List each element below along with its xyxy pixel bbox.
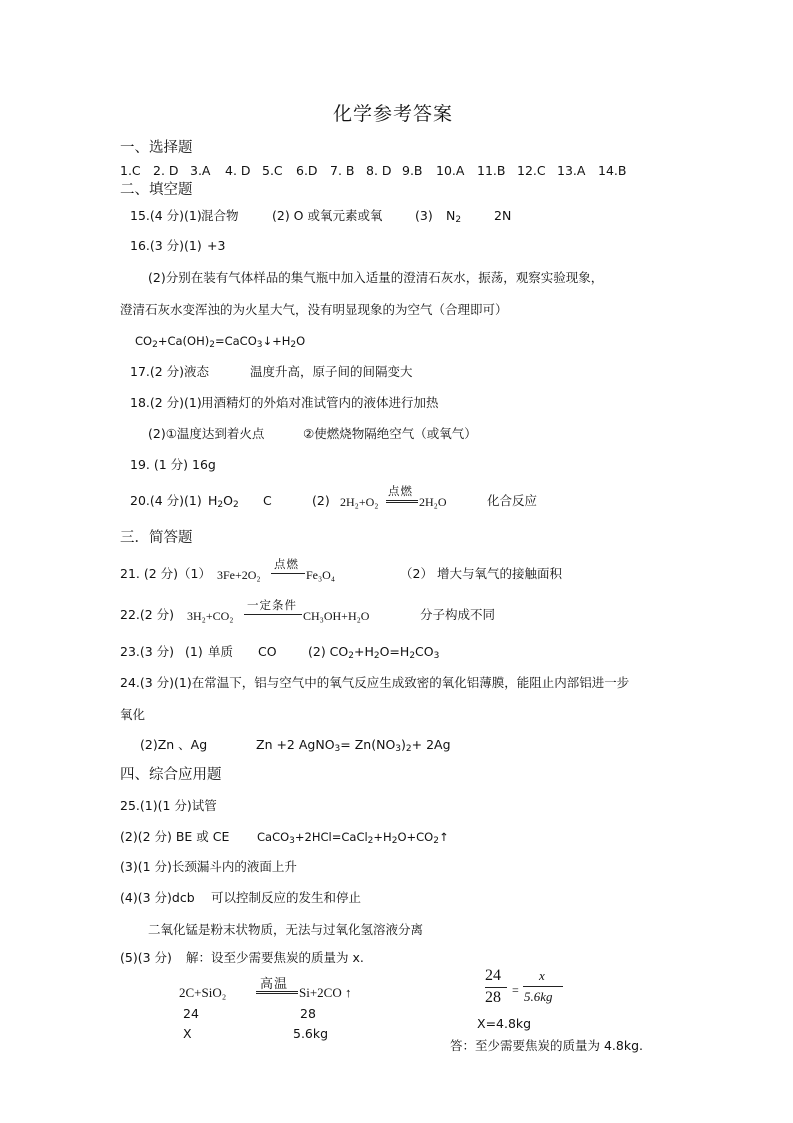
q23-number: 23.(3 分): [120, 644, 175, 659]
q23-part-1: (1): [185, 644, 203, 659]
q25-5-equation-condition: 高温: [260, 977, 289, 992]
q25-5-fraction-left-bar: [485, 987, 507, 988]
q15-answer-1: 混合物: [201, 208, 239, 223]
q18-answer-3: ②使燃烧物隔绝空气（或氧气）: [303, 426, 477, 441]
choice-answer: 8. D: [366, 163, 392, 178]
q24-answer-2: (2)Zn 、Ag: [140, 737, 208, 752]
choice-answer: 10.A: [436, 163, 465, 178]
q18-answer-2: (2)①温度达到着火点: [148, 426, 265, 441]
q25-5-fraction-left: [485, 967, 507, 1011]
q25-5-equation-arrow: [256, 991, 298, 994]
q22-equation-left: 3H₂+CO₂: [187, 609, 234, 623]
q24-equation: Zn +2 AgNO$_3$= $Zn(NO_3)_2+ 2Ag$: [256, 737, 451, 754]
choice-answer: 5.C: [262, 163, 283, 178]
q15-part-3: (3): [415, 208, 433, 223]
q25-5-fraction-right-numerator: x: [539, 968, 545, 983]
q25-5-given: 5.6kg: [293, 1026, 329, 1041]
choice-answer: 4. D: [225, 163, 251, 178]
q20-reaction-type: 化合反应: [487, 493, 538, 508]
choice-answer: 12.C: [517, 163, 546, 178]
q25-5-number: (5)(3 分): [120, 950, 172, 965]
q16-equation: $CO_2+Ca(OH)_2=CaCO_3↓+H_2O$: [135, 334, 306, 350]
q25-5-result: X=4.8kg: [477, 1016, 532, 1031]
q22-equation-condition: 一定条件: [247, 598, 297, 612]
q25-5-mass-c: 24: [183, 1006, 199, 1021]
q21-number: 21. (2 分)（1）: [120, 566, 211, 581]
q20-equation-condition: 点燃: [388, 484, 413, 498]
choice-answer: 11.B: [477, 163, 506, 178]
q18-answer-1: 用酒精灯的外焰对准试管内的液体进行加热: [201, 395, 439, 410]
q25-5-unknown: X: [183, 1026, 192, 1041]
q15-answer-3b: 2N: [494, 208, 512, 223]
q24-line-1: 24.(3 分)(1)在常温下，铝与空气中的氧气反应生成致密的氧化铝薄膜，能阻止内部铝进一步: [120, 675, 630, 690]
choice-answer: 1.C: [120, 163, 141, 178]
q22-number: 22.(2 分): [120, 607, 175, 622]
q25-2-equation: $CaCO_3+2HCl=CaCl_2+H_2O+CO_2↑$: [257, 830, 449, 846]
q15-number: 15.(4 分)(1): [130, 208, 202, 223]
q25-4-note: 二氧化锰是粉末状物质，无法与过氧化氢溶液分离: [148, 922, 424, 937]
q18-number: 18.(2 分)(1): [130, 395, 202, 410]
q20-equation-arrow: [386, 500, 418, 503]
q21-equation-left: 3Fe+2O₂: [217, 568, 261, 582]
q16-answer-1: +3: [207, 238, 226, 253]
choice-answer: 2. D: [153, 163, 179, 178]
q21-equation-condition: 点燃: [274, 557, 299, 571]
section-heading-choice: 一、选择题: [120, 140, 193, 156]
q25-4-number: (4)(3 分)dcb: [120, 890, 195, 905]
q25-5-setup: 解：设至少需要焦炭的质量为 x.: [186, 950, 364, 965]
q21-answer-2: 增大与氧气的接触面积: [437, 566, 563, 581]
q25-5-fraction-right-bar: [523, 986, 563, 987]
q25-3: (3)(1 分)长颈漏斗内的液面上升: [120, 859, 297, 874]
q25-5-fraction-right-denominator: 5.6kg: [524, 989, 553, 1004]
page-title: 化学参考答案: [333, 103, 454, 125]
q21-equation-right: Fe₃O₄: [306, 568, 336, 582]
q19-answer: 19. (1 分) 16g: [130, 457, 216, 472]
section-heading-comprehensive: 四、综合应用题: [120, 767, 222, 783]
q20-equation-right: 2H₂O: [419, 495, 447, 509]
q25-5-fraction-left-numerator: 24: [485, 967, 501, 984]
q20-number: 20.(4 分)(1): [130, 493, 202, 508]
q20-part-2: (2): [312, 493, 330, 508]
q21-part-2: （2）: [400, 566, 433, 581]
choice-answer: 14.B: [598, 163, 627, 178]
choice-answer: 6.D: [296, 163, 318, 178]
q23-answer-1: 单质: [208, 644, 234, 659]
q22-answer: 分子构成不同: [420, 607, 496, 622]
q25-5-equation-left: 2C+SiO₂: [179, 985, 227, 1000]
choice-answer: 13.A: [557, 163, 586, 178]
q16-number: 16.(3 分)(1): [130, 238, 202, 253]
q25-4-answer: 可以控制反应的发生和停止: [211, 890, 362, 905]
q17-number: 17.(2 分)液态: [130, 364, 210, 379]
section-heading-fill: 二、填空题: [120, 182, 193, 198]
q17-answer: 温度升高，原子间的间隔变大: [250, 364, 413, 379]
q22-equation-right: CH₃OH+H₂O: [303, 609, 370, 623]
q23-equation: (2) $CO_2+H_2O=H_2CO_3$: [308, 644, 440, 661]
q25-5-fraction-equals: =: [512, 983, 519, 997]
q16-line-3: 澄清石灰水变浑浊的为火星大气，没有明显现象的为空气（合理即可）: [120, 302, 508, 317]
q16-line-2: (2)分别在装有气体样品的集气瓶中加入适量的澄清石灰水，振荡，观察实验现象，: [148, 270, 604, 285]
q21-equation-arrow: [271, 573, 305, 574]
q25-5-mass-si: 28: [300, 1006, 316, 1021]
choice-answer: 9.B: [402, 163, 423, 178]
choice-answer: 7. B: [330, 163, 355, 178]
q24-line-2: 氧化: [120, 707, 146, 722]
q25-5-final-answer: 答：至少需要焦炭的质量为 4.8kg.: [450, 1038, 643, 1053]
q25-5-fraction-right: [521, 967, 565, 1011]
q22-equation-arrow: [244, 614, 302, 615]
q20-formula-1: $H_2O_2$: [208, 493, 239, 510]
q20-equation-left: 2H₂+O₂: [340, 495, 379, 509]
q25-1: 25.(1)(1 分)试管: [120, 798, 217, 813]
q23-answer-1b: CO: [258, 644, 277, 659]
choice-answer: 3.A: [190, 163, 211, 178]
section-heading-short: 三．简答题: [120, 530, 193, 546]
q25-5-fraction-left-denominator: 28: [485, 989, 501, 1006]
q15-answer-2: (2) O 或氧元素或氧: [272, 208, 383, 223]
q25-5-equation-right: Si+2CO ↑: [299, 985, 352, 1000]
q25-2-number: (2)(2 分) BE 或 CE: [120, 829, 230, 844]
q20-formula-2: C: [263, 493, 272, 508]
q15-answer-3a: $N_2$: [446, 208, 462, 225]
